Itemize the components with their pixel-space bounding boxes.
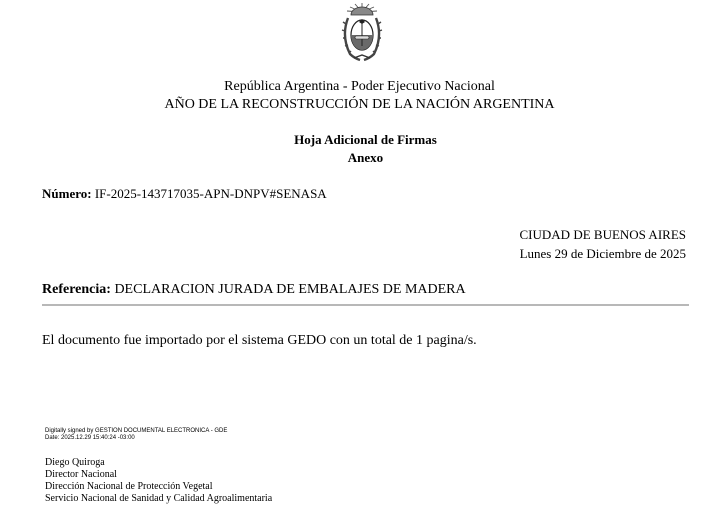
- digital-signature-date: Date: 2025.12.29 15:40:24 -03:00: [45, 435, 135, 441]
- document-reference-label: Referencia:: [42, 282, 111, 297]
- document-number-label: Número:: [42, 186, 92, 201]
- document-body: El documento fue importado por el sistema GEDO con un total de 1 pagina/s.: [42, 333, 477, 348]
- signer-agency: Servicio Nacional de Sanidad y Calidad Agroalimentaria: [45, 493, 273, 504]
- digital-signature-signed-by: Digitally signed by GESTION DOCUMENTAL ELECTRONICA - GDE: [45, 428, 228, 434]
- divider: [42, 304, 689, 306]
- document-reference-value: DECLARACION JURADA DE EMBALAJES DE MADERA: [114, 282, 466, 297]
- header-government: República Argentina - Poder Ejecutivo Nacional: [224, 79, 495, 94]
- document-city: CIUDAD DE BUENOS AIRES: [519, 227, 686, 242]
- signer-position: Director Nacional: [45, 469, 117, 480]
- coat-of-arms-icon: [340, 2, 384, 64]
- signer-name: Diego Quiroga: [45, 457, 105, 468]
- document-number: [42, 186, 327, 202]
- header-year-motto: AÑO DE LA RECONSTRUCCIÓN DE LA NACIÓN ARGENTINA: [164, 97, 555, 112]
- document-subtitle: Anexo: [347, 150, 384, 165]
- digital-signature-stamp: [45, 428, 227, 442]
- document-date: Lunes 29 de Diciembre de 2025: [519, 246, 686, 261]
- document-number-value: IF-2025-143717035-APN-DNPV#SENASA: [94, 186, 327, 201]
- signer-block: [45, 457, 272, 505]
- document-reference: [42, 281, 466, 298]
- document-title: Hoja Adicional de Firmas: [294, 132, 437, 147]
- signer-office: Dirección Nacional de Protección Vegetal: [45, 481, 213, 492]
